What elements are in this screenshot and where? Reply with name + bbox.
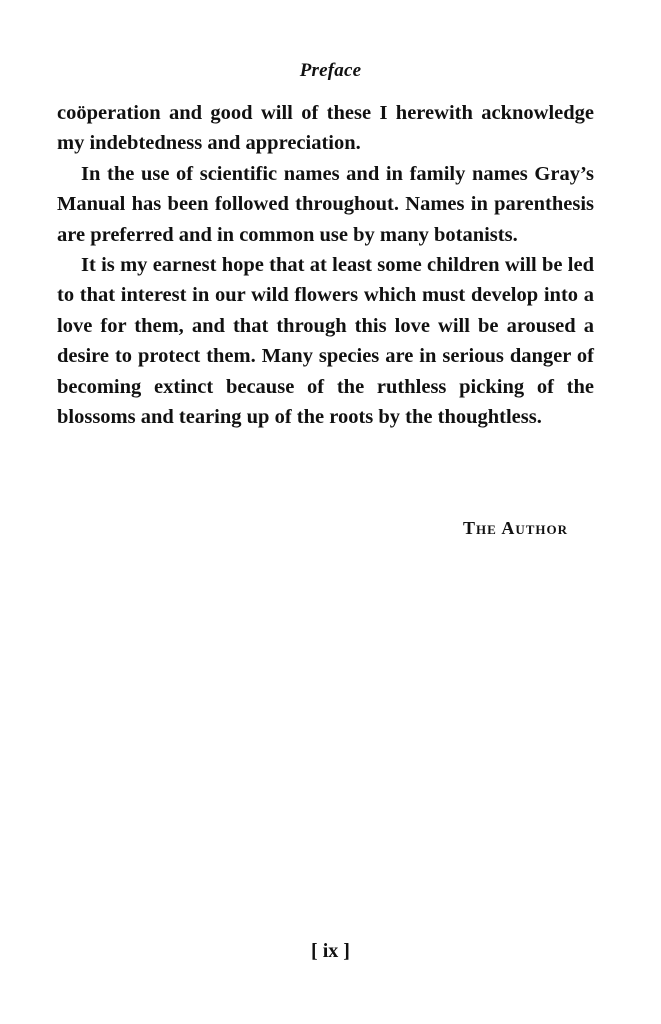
running-head: Preface	[299, 60, 362, 81]
paragraph-earnest-hope: It is my earnest hope that at least some children will be led to that interest in our wild flowers which must develop into a love for them, and that through this love will be aroused a desire to protect them. Many species are in serious danger of becoming extinct because of the ruthless picking of the blossoms and tearing up of the roots by the thoughtless.	[57, 254, 594, 429]
body-text	[57, 98, 594, 432]
author-signature: The Author	[463, 518, 568, 538]
paragraph-continuation: coöperation and good will of these I herewith acknowledge my indebtedness and appreciation.	[57, 102, 594, 155]
page-number: [ ix ]	[311, 940, 350, 962]
paragraph-scientific-names: In the use of scientific names and in family names Gray’s Manual has been followed throughout. Names in parenthesis are preferred and in common use by many botanists.	[57, 162, 594, 246]
